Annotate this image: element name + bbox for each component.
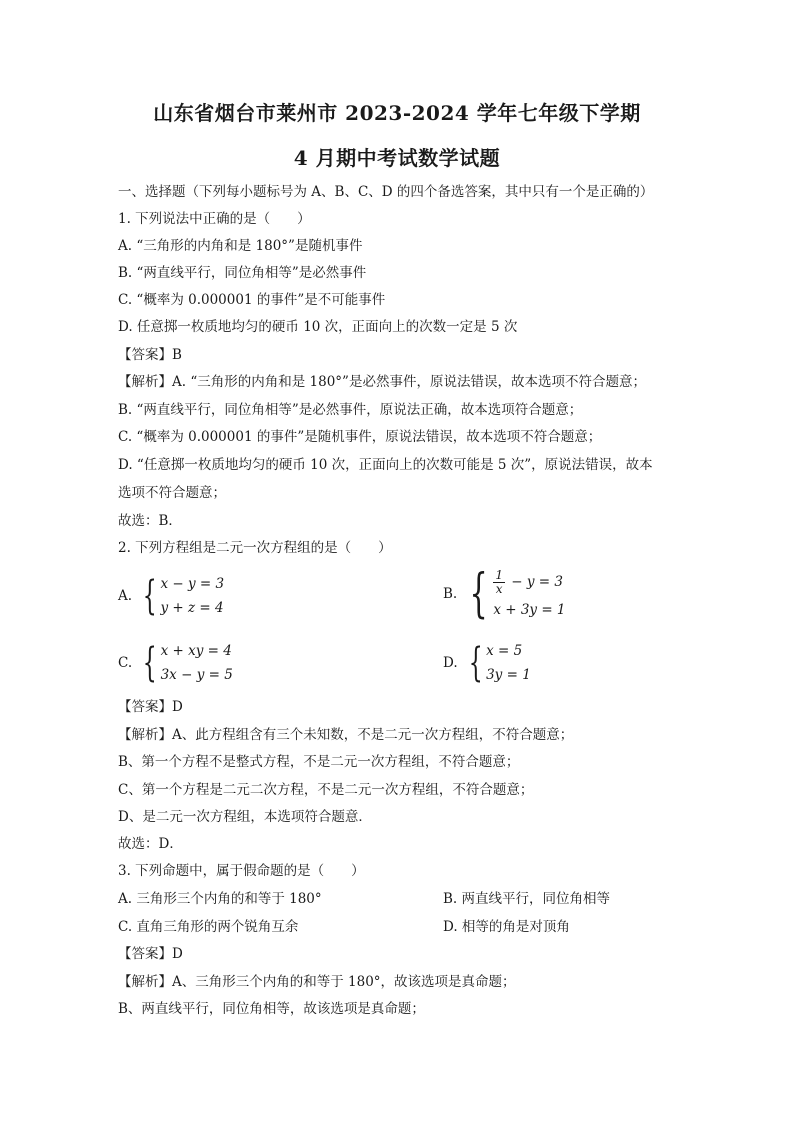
q3-option-c: C. 直角三角形的两个锐角互余 <box>118 919 299 935</box>
q2-b-equation-1-rest: − y = 3 <box>511 574 563 590</box>
q2-explanation-1: 【解析】A、此方程组含有三个未知数，不是二元一次方程组，不符合题意； <box>118 727 574 743</box>
brace-icon: { <box>469 564 488 624</box>
q2-explanation-3: C、第一个方程是二元二次方程，不是二元一次方程组，不符合题意； <box>118 782 534 798</box>
q2-option-b <box>443 566 566 622</box>
q2-option-a-label: A. <box>118 588 133 604</box>
q1-stem: 1. 下列说法中正确的是（ ） <box>118 211 311 227</box>
q1-option-a: A. “三角形的内角和是 180°”是随机事件 <box>118 238 363 254</box>
q3-explanation-2: B、两直线平行，同位角相等，故该选项是真命题； <box>118 1001 425 1017</box>
q3-explanation-1: 【解析】A、三角形三个内角的和等于 180°，故该选项是真命题； <box>118 974 516 990</box>
title-line-2: 4 月期中考试数学试题 <box>293 146 501 170</box>
q2-answer: 【答案】D <box>118 699 183 715</box>
q2-b-equation-1 <box>493 566 565 598</box>
q2-option-a <box>118 572 224 620</box>
brace-icon: { <box>142 640 157 686</box>
q1-explanation-3: C. “概率为 0.000001 的事件”是随机事件，原说法错误，故本选项不符合题意； <box>118 429 602 445</box>
q2-a-equation-1: x − y = 3 <box>160 576 225 592</box>
brace-icon: { <box>142 573 157 619</box>
q2-a-equation-2: y + z = 4 <box>160 600 224 616</box>
q1-option-d: D. 任意掷一枚质地均匀的硬币 10 次，正面向上的次数一定是 5 次 <box>118 319 518 335</box>
q2-option-b-label: B. <box>443 586 458 602</box>
q1-explanation-4: D. “任意掷一枚质地均匀的硬币 10 次，正面向上的次数可能是 5 次”，原说法错误，故本 <box>118 457 653 473</box>
q2-option-d <box>443 639 531 687</box>
q1-explanation-5: 选项不符合题意； <box>118 485 226 501</box>
q1-explanation-1: 【解析】A. “三角形的内角和是 180°”是必然事件，原说法错误，故本选项不符合题意； <box>118 374 646 390</box>
q3-answer: 【答案】D <box>118 946 183 962</box>
q2-d-equation-2: 3y = 1 <box>486 667 531 683</box>
fraction-numerator: 1 <box>495 568 503 582</box>
q1-answer: 【答案】B <box>118 347 182 363</box>
q2-conclusion: 故选：D． <box>118 836 183 852</box>
q1-conclusion: 故选：B． <box>118 513 182 529</box>
q3-option-d: D. 相等的角是对顶角 <box>443 919 570 935</box>
q2-c-equation-2: 3x − y = 5 <box>160 667 233 683</box>
q3-option-b: B. 两直线平行，同位角相等 <box>443 891 611 907</box>
brace-icon: { <box>468 640 483 686</box>
q2-stem: 2. 下列方程组是二元一次方程组的是（ ） <box>118 540 392 556</box>
q2-d-equation-1: x = 5 <box>486 643 523 659</box>
q1-option-b: B. “两直线平行，同位角相等”是必然事件 <box>118 265 367 281</box>
fraction-denominator: x <box>495 582 503 596</box>
q2-option-d-label: D. <box>443 655 458 671</box>
fraction <box>493 569 505 596</box>
q2-explanation-4: D、是二元一次方程组，本选项符合题意． <box>118 809 372 825</box>
q1-option-c: C. “概率为 0.000001 的事件”是不可能事件 <box>118 292 386 308</box>
q2-option-c-label: C. <box>118 655 133 671</box>
q2-option-c <box>118 639 233 687</box>
q2-b-equation-2: x + 3y = 1 <box>493 602 566 618</box>
title-line-1: 山东省烟台市莱州市 2023-2024 学年七年级下学期 <box>153 101 641 125</box>
section-heading: 一、选择题（下列每小题标号为 A、B、C、D 的四个备选答案，其中只有一个是正确的） <box>118 184 654 200</box>
q1-explanation-2: B. “两直线平行，同位角相等”是必然事件，原说法正确，故本选项符合题意； <box>118 402 583 418</box>
q2-explanation-2: B、第一个方程不是整式方程，不是二元一次方程组，不符合题意； <box>118 754 520 770</box>
q2-c-equation-1: x + xy = 4 <box>160 643 232 659</box>
q3-stem: 3. 下列命题中，属于假命题的是（ ） <box>118 863 365 879</box>
q3-option-a: A. 三角形三个内角的和等于 180° <box>118 891 322 907</box>
